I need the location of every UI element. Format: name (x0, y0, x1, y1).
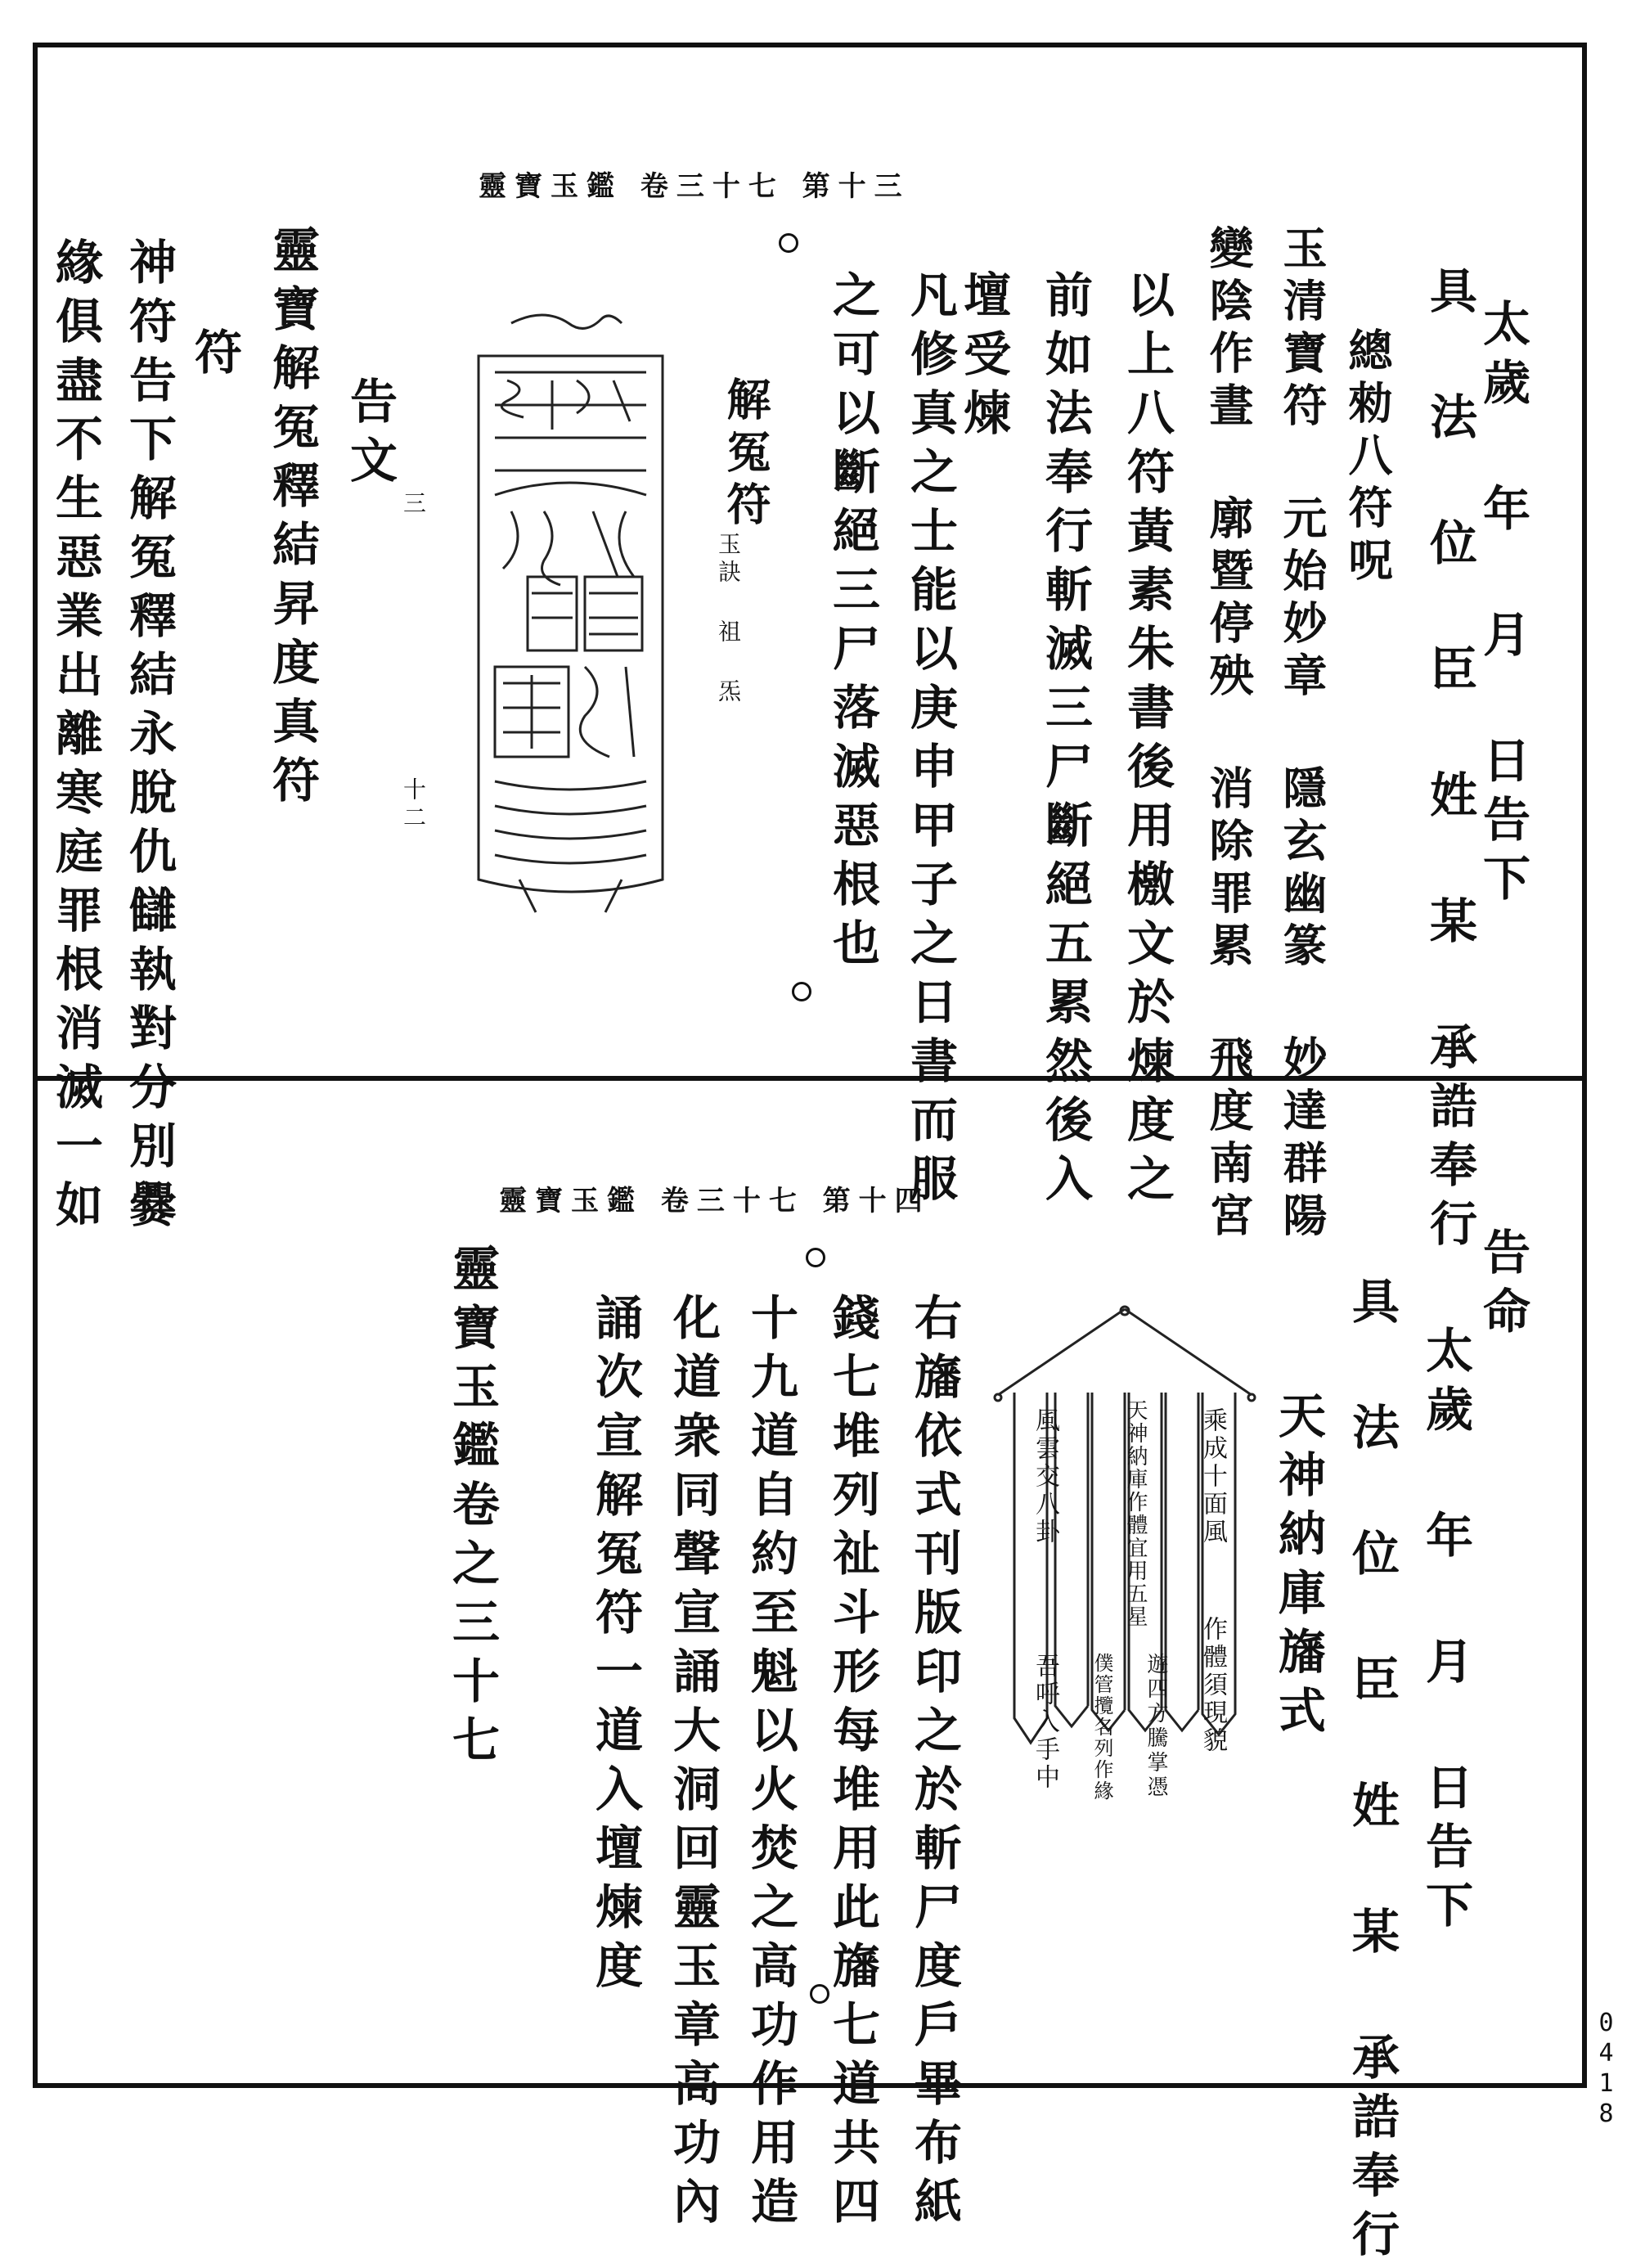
bottom-volume-end: 靈寶玉鑑卷之三十七 (444, 1244, 500, 1774)
top-col-5: 變陰作晝 廓暨停殃 消除罪累 飛度南宮 (1202, 225, 1255, 1244)
top-fu-title: 解冤符 (720, 376, 772, 533)
banner-col-3: 天神納庫作體宜用五星 (1123, 1399, 1148, 1628)
talisman-mark-bottom: 十二 (400, 777, 427, 833)
bottom-col-6: 錢七堆列祉斗形每堆用此旛七道共四 (825, 1293, 880, 2235)
top-fu-label: 符 (187, 327, 242, 386)
bottom-col-7: 十九道自約至魁以火焚之高功作用造 (743, 1293, 798, 2235)
bottom-col-9: 誦次宣解冤符一道入壇煉度 (587, 1293, 643, 2000)
bottom-col-3: 具 法 位 臣 姓 某 承誥奉行 (1344, 1276, 1400, 2268)
banner-col-1: 乘成十面風 (1198, 1407, 1227, 1546)
banner-col-6: 風雲交八卦 (1031, 1407, 1059, 1546)
top-col-7: 前如法奉行斬滅三尸斷絕五累然後入 (1037, 270, 1093, 1213)
page-number: 0418 (1592, 2009, 1620, 2130)
top-col-3: 總勑八符呪 (1342, 327, 1394, 589)
top-col-9: 凡修真之士能以庚申甲子之日書而服 (902, 270, 958, 1213)
ornament-circle (806, 1248, 825, 1267)
top-col-1: 太歲 年 月 日告下 (1475, 299, 1530, 912)
banner-col-4: 遊四方騰掌憑 (1144, 1653, 1168, 1800)
bottom-col-8: 化道衆同聲宣誦大洞回靈玉章高功內 (665, 1293, 721, 2235)
top-fu-full-title: 靈寶解冤釋結昇度真符 (264, 225, 320, 814)
banner-col-7: 吾呼入手中 (1031, 1653, 1059, 1792)
bottom-col-1: 告命 (1475, 1227, 1530, 1345)
banner-col-5: 僕管攬名列作緣 (1090, 1653, 1113, 1802)
top-col-6: 以上八符黃素朱書後用檄文於煉度之 (1119, 270, 1175, 1213)
ornament-circle (792, 982, 811, 1001)
top-gaowen-title: 告文 (342, 376, 398, 494)
top-col-4: 玉清寶符 元始妙章 隱玄幽篆 妙達群陽 (1276, 225, 1328, 1244)
top-header: 靈寶玉鑑 卷三十七 第十三 (479, 170, 910, 203)
bottom-col-5: 右旛依式刊版印之於斬尸度戶畢布紙 (906, 1293, 962, 2235)
top-col-last-1: 神符告下解冤釋結永脫仇讎執對分別爨 (121, 237, 177, 1239)
top-col-2: 具 法 位 臣 姓 某 承誥奉行 (1422, 266, 1477, 1258)
bottom-col-4: 天神納庫旛式 (1270, 1391, 1326, 1744)
top-col-10: 之可以斷絕三尸落滅惡根也 (825, 270, 880, 977)
bottom-col-2: 太歲 年 月 日告下 (1418, 1325, 1473, 1939)
talisman-seal-drawing (462, 307, 679, 929)
talisman-mark-top: 三 (400, 491, 427, 519)
top-col-last-2: 緣俱盡不生惡業出離寒庭罪根消滅一如 (47, 237, 103, 1239)
bottom-header: 靈寶玉鑑 卷三十七 第十四 (499, 1185, 931, 1217)
page-divider (33, 1076, 1587, 1081)
ornament-circle (779, 233, 798, 253)
banner-col-2: 作體須現貌 (1198, 1616, 1227, 1755)
top-fu-note: 玉訣 祖 炁 (715, 532, 742, 707)
top-col-8: 壇受煉 (955, 270, 1011, 447)
